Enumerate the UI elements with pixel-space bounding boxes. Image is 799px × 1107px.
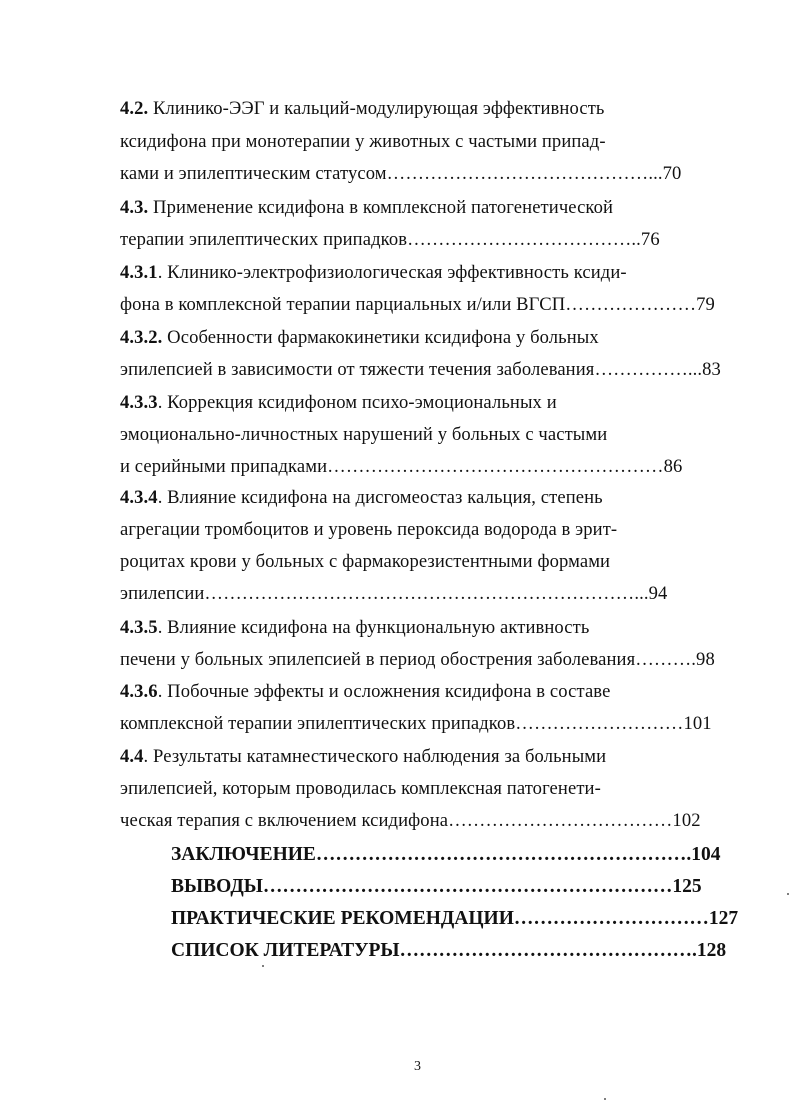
toc-entry-4-2-line-3: ками и эпилептическим статусом……………………………………...70 (120, 163, 682, 184)
scan-speck (262, 965, 264, 967)
toc-references: СПИСОК ЛИТЕРАТУРЫ……………………………………….128 (171, 940, 727, 961)
section-number: 4.4 (120, 746, 144, 767)
section-number: 4.3.4 (120, 487, 158, 508)
page-number: 3 (414, 1059, 421, 1074)
section-number: 4.3.1 (120, 262, 158, 283)
toc-entry-4-4-line-3: ческая терапия с включением ксидифона………………………………102 (120, 810, 701, 831)
toc-entry-4-3-4-line-4: эпилепсии……………………………………………………………...94 (120, 583, 668, 604)
section-number: 4.3.6 (120, 681, 158, 702)
toc-entry-4-3-3-line-2: эмоционально-личностных нарушений у больных с частыми (120, 424, 608, 445)
section-number: 4.2. (120, 98, 149, 119)
toc-findings: ВЫВОДЫ………………………………………………………125 (171, 876, 702, 897)
toc-entry-4-3-6-line-2: комплексной терапии эпилептических припадков………………………101 (120, 713, 712, 734)
toc-entry-4-3-2-line-2: эпилепсией в зависимости от тяжести течения заболевания……………...83 (120, 359, 721, 380)
toc-entry-4-3-line-1: 4.3. Применение ксидифона в комплексной патогенетической (120, 197, 614, 218)
toc-recommendations: ПРАКТИЧЕСКИЕ РЕКОМЕНДАЦИИ…………………………127 (171, 908, 739, 929)
section-number: 4.3.2. (120, 327, 163, 348)
toc-entry-4-4-line-1: 4.4. Результаты катамнестического наблюдения за больными (120, 746, 607, 767)
toc-entry-4-3-2-line-1: 4.3.2. Особенности фармакокинетики ксидифона у больных (120, 327, 599, 348)
scan-speck (604, 1098, 606, 1100)
section-number: 4.3.5 (120, 617, 158, 638)
toc-entry-4-3-4-line-3: роцитах крови у больных с фармакорезистентными формами (120, 551, 611, 572)
toc-entry-4-2-line-1: 4.2. Клинико-ЭЭГ и кальций-модулирующая эффективность (120, 98, 605, 119)
section-number: 4.3.3 (120, 392, 158, 413)
toc-entry-4-3-6-line-1: 4.3.6. Побочные эффекты и осложнения ксидифона в составе (120, 681, 611, 702)
toc-entry-4-3-5-line-2: печени у больных эпилепсией в период обострения заболевания……….98 (120, 649, 715, 670)
toc-entry-4-3-3-line-1: 4.3.3. Коррекция ксидифоном психо-эмоциональных и (120, 392, 557, 413)
section-number: 4.3. (120, 197, 149, 218)
toc-conclusion: ЗАКЛЮЧЕНИЕ………………………………………………….104 (171, 844, 721, 865)
toc-entry-4-3-4-line-2: агрегации тромбоцитов и уровень пероксида водорода в эрит- (120, 519, 618, 540)
toc-entry-4-3-line-2: терапии эпилептических припадков………………………………..76 (120, 229, 660, 250)
toc-entry-4-4-line-2: эпилепсией, которым проводилась комплексная патогенети- (120, 778, 601, 799)
toc-entry-4-3-1-line-1: 4.3.1. Клинико-электрофизиологическая эффективность ксиди- (120, 262, 627, 283)
toc-entry-4-2-line-2: ксидифона при монотерапии у животных с частыми припад- (120, 131, 606, 152)
toc-entry-4-3-5-line-1: 4.3.5. Влияние ксидифона на функциональную активность (120, 617, 590, 638)
toc-entry-4-3-3-line-3: и серийными припадками………………………………………………86 (120, 456, 683, 477)
toc-entry-4-3-4-line-1: 4.3.4. Влияние ксидифона на дисгомеостаз кальция, степень (120, 487, 603, 508)
toc-entry-4-3-1-line-2: фона в комплексной терапии парциальных и/или ВГСП…………………79 (120, 294, 715, 315)
scan-speck (787, 893, 789, 895)
